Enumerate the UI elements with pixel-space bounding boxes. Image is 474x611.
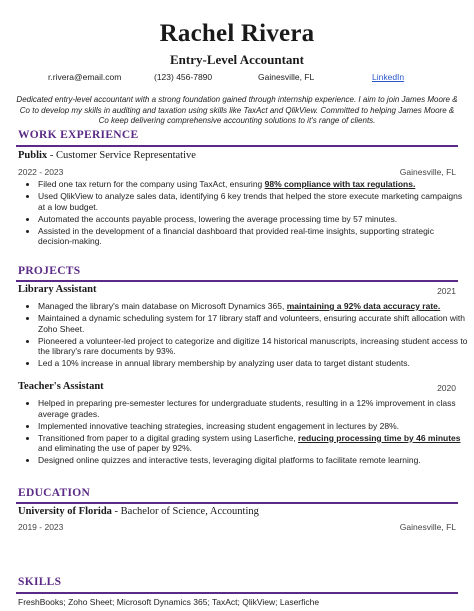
list-item: • Designed online quizzes and interactive tests, leveraging digital platforms to facilitate remote learning. [38,455,470,466]
list-item: • Filed one tax return for the company using TaxAct, ensuring 98% compliance with tax regulations. [38,179,470,190]
linkedin-link[interactable]: LinkedIn [372,72,405,82]
education-dates: 2019 - 2023 [18,522,64,532]
list-item: • Transitioned from paper to a digital grading system using Laserfiche, reducing processing time by 46 minutes and eliminating the use of paper by 92%. [38,433,470,454]
experience-bullets [18,179,470,248]
skills-list: FreshBooks; Zoho Sheet; Microsoft Dynamics 365; TaxAct; QlikView; Laserfiche [18,597,320,607]
professional-summary: Dedicated entry-level accountant with a strong foundation gained through internship experience. I aim to join James Moore & Co to develop my skills in auditing and taxation using skills like TaxAct and QlikView. Committed to helping James Moore & Co keep delivering comprehensive accounting solutions to it's range of clients. [16,95,458,125]
section-heading-experience: WORK EXPERIENCE [18,129,139,141]
list-item: • Automated the accounts payable process, lowering the average processing time by 57 minutes. [38,214,470,225]
education-degree: Bachelor of Science, Accounting [120,506,259,517]
list-item: • Helped in preparing pre-semester lectures for undergraduate students, resulting in a 12% improvement in class average grades. [38,398,470,419]
experience-company: Publix [18,150,48,161]
contact-location: Gainesville, FL [258,72,315,82]
section-divider [16,502,458,504]
project-bullets [18,398,470,467]
list-item: • Assisted in the development of a financial dashboard that provided real-time insights, supporting strategic decision-making. [38,226,470,247]
list-item: • Managed the library's main database on Microsoft Dynamics 365, maintaining a 92% data accuracy rate. [38,301,470,312]
section-divider [16,592,458,594]
education-separator: - [111,506,121,517]
project-bullets [18,301,470,370]
education-school: University of Florida [18,506,112,517]
project-title: Teacher's Assistant [18,381,104,392]
list-item: • Pioneered a volunteer-led project to categorize and digitize 14 historical manuscripts, increasing student access to the library's rare documents by 93%. [38,336,470,357]
list-item: • Used QlikView to analyze sales data, identifying 6 key trends that helped the store execute marketing campaigns at a low budget. [38,191,470,212]
candidate-name: Rachel Rivera [159,20,315,47]
project-title: Library Assistant [18,284,97,295]
section-heading-skills: SKILLS [18,576,62,588]
contact-email[interactable]: r.rivera@email.com [48,72,122,82]
section-divider [16,145,458,147]
education-location: Gainesville, FL [399,522,456,532]
experience-dates: 2022 - 2023 [18,167,64,177]
list-item: • Led a 10% increase in annual library membership by analyzing user data to target distant students. [38,358,470,369]
education-header [18,506,259,517]
project-year: 2021 [437,286,456,296]
list-item: • Implemented innovative teaching strategies, increasing student engagement in lectures by 28%. [38,421,470,432]
contact-phone: (123) 456-7890 [154,72,213,82]
section-heading-projects: PROJECTS [18,265,81,277]
section-divider [16,280,458,282]
list-item: • Maintained a dynamic scheduling system for 17 library staff and volunteers, ensuring accurate shift allocation with Zoho Sheet. [38,313,470,334]
project-year: 2020 [437,383,456,393]
candidate-title: Entry-Level Accountant [170,52,304,67]
experience-role: Customer Service Representative [55,150,196,161]
experience-separator: - [47,150,56,161]
experience-header [18,150,196,161]
section-heading-education: EDUCATION [18,487,91,499]
experience-location: Gainesville, FL [399,167,456,177]
